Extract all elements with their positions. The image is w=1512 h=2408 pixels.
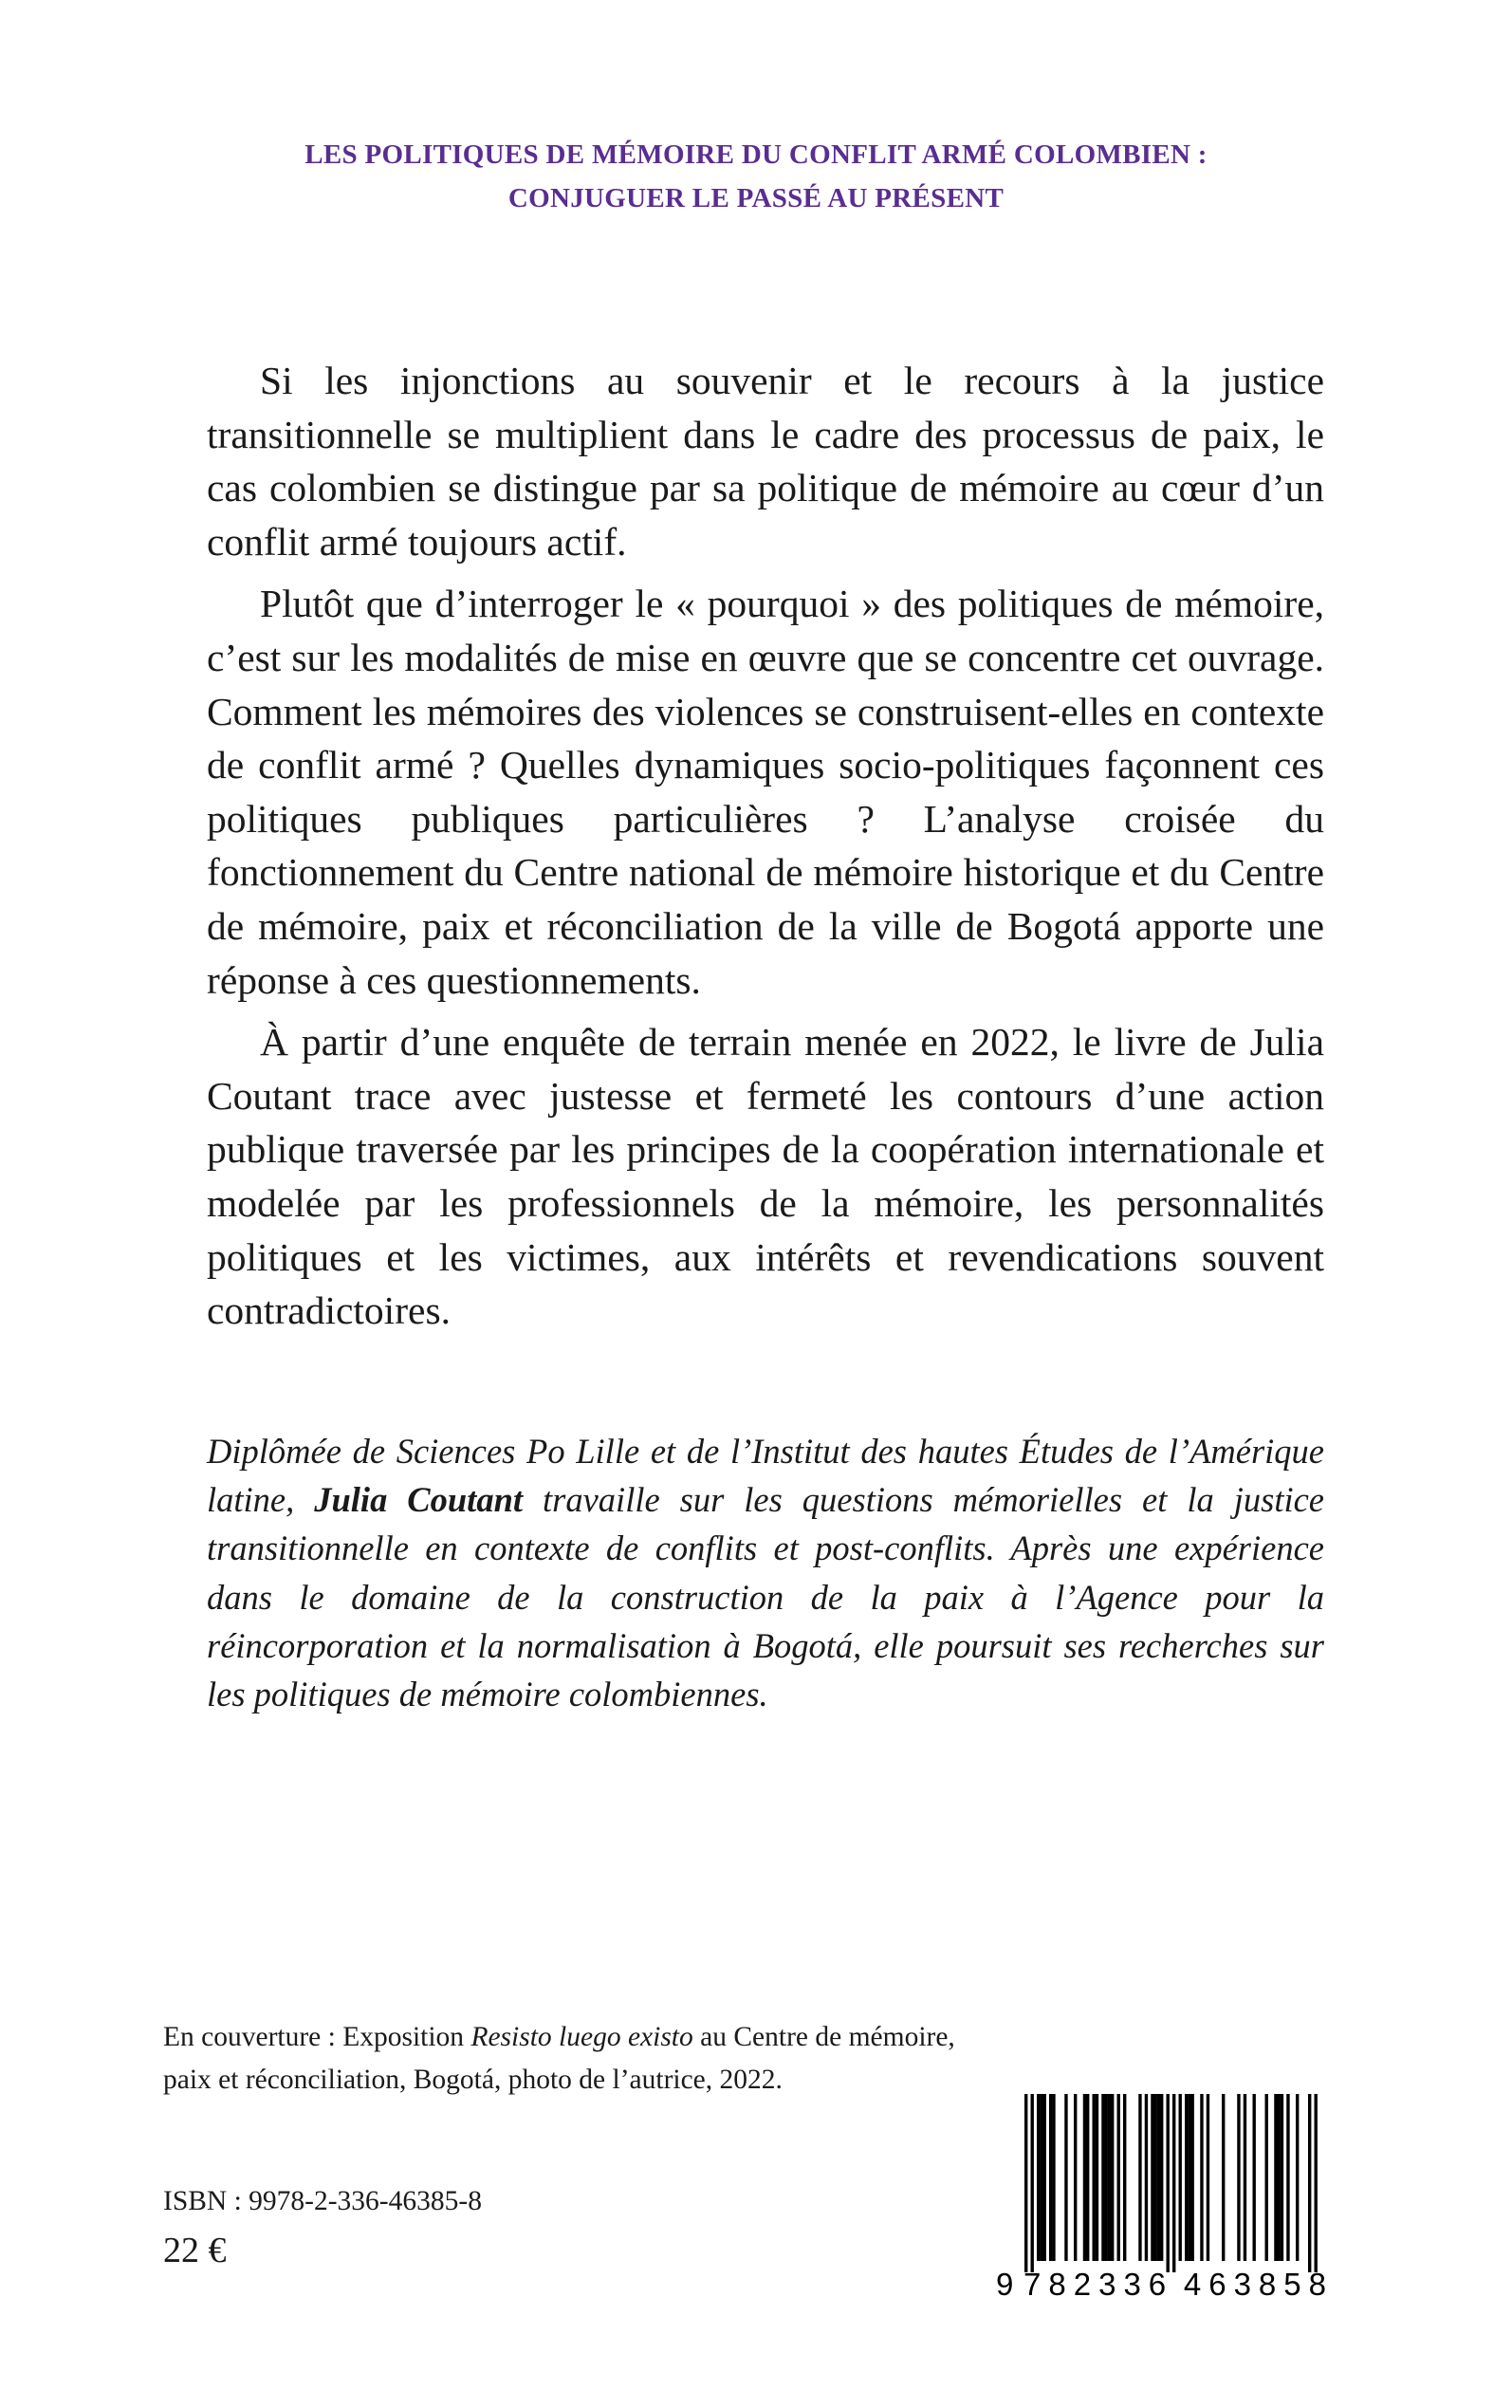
barcode-bar bbox=[1308, 2094, 1311, 2272]
book-title bbox=[95, 133, 1417, 220]
credit-prefix: En couverture : Exposition bbox=[163, 2022, 471, 2052]
author-name: Julia Coutant bbox=[314, 1480, 524, 1520]
barcode-bar bbox=[1154, 2094, 1157, 2261]
barcode-bar bbox=[1123, 2094, 1126, 2261]
barcode-bar bbox=[1179, 2094, 1182, 2261]
barcode-bar bbox=[1157, 2094, 1160, 2261]
barcode-bar bbox=[1286, 2094, 1289, 2261]
barcode-bar bbox=[1278, 2094, 1281, 2261]
barcode-bar bbox=[1253, 2094, 1256, 2261]
barcode-bar bbox=[1096, 2094, 1098, 2261]
barcode-bar bbox=[1074, 2094, 1077, 2261]
barcode-bar bbox=[1265, 2094, 1268, 2261]
barcode-bar bbox=[1101, 2094, 1104, 2261]
barcode-bar bbox=[1200, 2094, 1203, 2261]
barcode-bar bbox=[1274, 2094, 1277, 2261]
barcode-bar bbox=[1185, 2094, 1188, 2261]
title-line-1: LES POLITIQUES DE MÉMOIRE DU CONFLIT ARMÉ COLOMBIEN : bbox=[304, 139, 1208, 170]
cover-credit-line-1 bbox=[163, 2016, 1112, 2059]
barcode-bar bbox=[1024, 2094, 1027, 2272]
barcode-bar bbox=[1315, 2094, 1318, 2272]
barcode-bar bbox=[1151, 2094, 1153, 2261]
bio-text-end: travaille sur les questions mémorielles et la justice transitionnelle en contexte de conflits et post-conflits. Après une expérience dans le domaine de la construction de la paix à l’Agence pour la réincorporation et la normalisation à Bogotá, elle poursuit ses recherches sur les politiques de mémoire colombiennes. bbox=[207, 1480, 1325, 1714]
barcode-bar bbox=[1111, 2094, 1114, 2261]
barcode-bar bbox=[1191, 2094, 1194, 2261]
isbn: ISBN : 9978-2-336-46385-8 bbox=[163, 2186, 482, 2216]
title-line-2: CONJUGUER LE PASSÉ AU PRÉSENT bbox=[507, 183, 1005, 213]
cover-credit bbox=[163, 2016, 1112, 2102]
barcode-first-digit: 9 bbox=[996, 2267, 1014, 2302]
barcode-bar bbox=[1145, 2094, 1148, 2261]
barcode-bar bbox=[1049, 2094, 1052, 2261]
author-bio bbox=[207, 1427, 1324, 1718]
summary-paragraph: À partir d’une enquête de terrain menée en 2022, le livre de Julia Coutant trace avec justesse et fermeté les contours d’une action publique traversée par les principes de la coopération internationale et modelée par les professionnels de la mémoire, les personnalités politiques et les victimes, aux intérêts et revendications souvent contradictoires. bbox=[207, 1020, 1324, 1333]
barcode-digits bbox=[996, 2269, 1334, 2301]
barcode-right-group: 463858 bbox=[1183, 2267, 1334, 2302]
barcode-bar bbox=[1222, 2094, 1225, 2261]
barcode bbox=[996, 2094, 1334, 2301]
book-summary bbox=[207, 354, 1324, 1346]
barcode-bar bbox=[1281, 2094, 1283, 2261]
barcode-bar bbox=[1237, 2094, 1240, 2261]
barcode-bar bbox=[1188, 2094, 1190, 2261]
summary-paragraph: Si les injonctions au souvenir et le recours à la justice transitionnelle se multiplient dans le cadre des processus de paix, le cas colombien se distingue par sa politique de mémoire au cœur d’un conflit armé toujours actif. bbox=[207, 359, 1324, 564]
barcode-bar bbox=[1083, 2094, 1086, 2261]
credit-suffix: au Centre de mémoire, bbox=[692, 2022, 955, 2052]
barcode-bar bbox=[1207, 2094, 1209, 2261]
barcode-bar bbox=[1043, 2094, 1046, 2261]
cover-credit-line-2: paix et réconciliation, Bogotá, photo de l’autrice, 2022. bbox=[163, 2065, 783, 2095]
price: 22 € bbox=[163, 2231, 227, 2270]
barcode-bar bbox=[1117, 2094, 1120, 2261]
barcode-bars bbox=[996, 2094, 1334, 2274]
barcode-bar bbox=[1296, 2094, 1299, 2261]
barcode-bar bbox=[1086, 2094, 1089, 2261]
barcode-bar bbox=[1052, 2094, 1055, 2261]
barcode-bar bbox=[1167, 2094, 1170, 2272]
barcode-left-group: 782336 bbox=[1023, 2267, 1174, 2302]
barcode-bar bbox=[1138, 2094, 1141, 2261]
barcode-bar bbox=[1040, 2094, 1042, 2261]
exhibition-title: Resisto luego existo bbox=[470, 2022, 693, 2052]
barcode-bar bbox=[1244, 2094, 1246, 2261]
bio-text-start: Diplômée de Sciences Po Lille et de l’Institut des hautes Études de l’Amérique latine, bbox=[207, 1432, 1324, 1520]
barcode-bar bbox=[1172, 2094, 1175, 2272]
barcode-bar bbox=[1064, 2094, 1067, 2261]
barcode-bar bbox=[1108, 2094, 1111, 2261]
barcode-bar bbox=[1160, 2094, 1163, 2261]
barcode-bar bbox=[1037, 2094, 1040, 2261]
summary-paragraph: Plutôt que d’interroger le « pourquoi » des politiques de mémoire, c’est sur les modalités de mise en œuvre que se concentre cet ouvrage. Comment les mémoires des violences se construisent-elles en contexte de conflit armé ? Quelles dynamiques socio-politiques façonnent ces politiques publiques particulières ? L’analyse croisée du fonctionnement du Centre national de mémoire historique et du Centre de mémoire, paix et réconciliation de la ville de Bogotá apporte une réponse à ces questionnements. bbox=[207, 582, 1324, 1002]
barcode-bar bbox=[1093, 2094, 1096, 2261]
barcode-bar bbox=[1031, 2094, 1034, 2272]
barcode-bar bbox=[1105, 2094, 1108, 2261]
